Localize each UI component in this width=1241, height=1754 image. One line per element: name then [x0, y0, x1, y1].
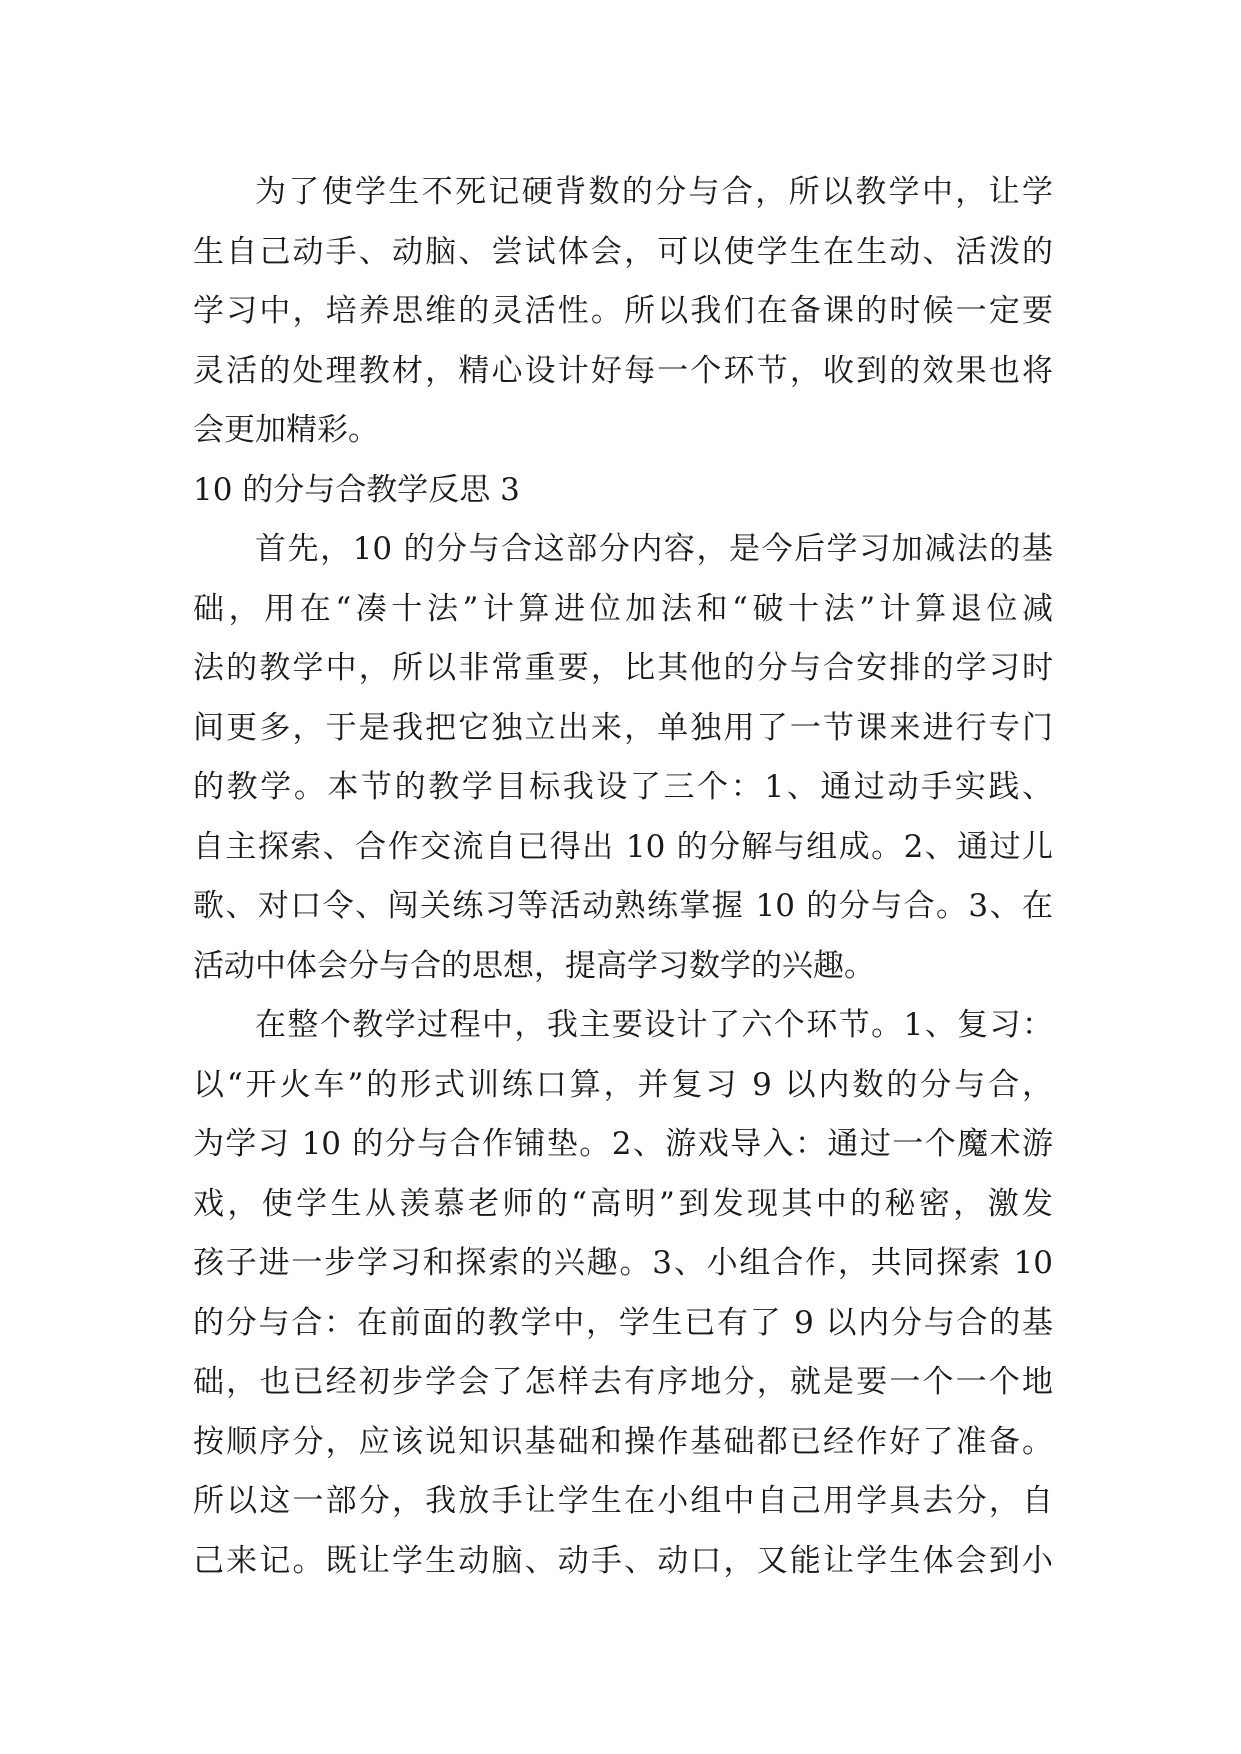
text-line: 为了使学生不死记硬背数的分与合，所以教学中，让学: [255, 174, 1053, 210]
section-heading: [193, 461, 1053, 521]
paragraph-1: [193, 163, 1053, 461]
text-line: 学习中，培养思维的灵活性。所以我们在备课的时候一定要: [193, 293, 1053, 329]
text-line: 以“开火车”的形式训练口算，并复习 9 以内数的分与合，: [193, 1066, 1053, 1103]
text-line: 在整个教学过程中，我主要设计了六个环节。1、复习：: [255, 1007, 1053, 1043]
paragraph-2: [193, 520, 1053, 996]
text-line: 戏，使学生从羡慕老师的“高明”到发现其中的秘密，激发: [193, 1185, 1053, 1222]
text-line: 础，用在“凑十法”计算进位加法和“破十法”计算退位减: [193, 590, 1053, 627]
text-line: 的分与合：在前面的教学中，学生已有了 9 以内分与合的基: [193, 1304, 1053, 1341]
paragraph-3: [193, 996, 1053, 1591]
text-line: 生自己动手、动脑、尝试体会，可以使学生在生动、活泼的: [193, 233, 1053, 270]
text-line: 会更加精彩。: [193, 412, 379, 448]
document-body: [193, 163, 1053, 1591]
text-line: 灵活的处理教材，精心设计好每一个环节，收到的效果也将: [193, 352, 1053, 389]
text-line: 间更多，于是我把它独立出来，单独用了一节课来进行专门: [193, 709, 1053, 746]
text-line: 活动中体会分与合的思想，提高学习数学的兴趣。: [193, 947, 875, 984]
text-line: 自主探索、合作交流自已得出 10 的分解与组成。2、通过儿: [193, 828, 1053, 865]
text-line: 为学习 10 的分与合作铺垫。2、游戏导入：通过一个魔术游: [193, 1126, 1053, 1162]
text-line: 所以这一部分，我放手让学生在小组中自己用学具去分，自: [193, 1483, 1053, 1519]
text-line: 孩子进一步学习和探索的兴趣。3、小组合作，共同探索 10: [193, 1245, 1053, 1281]
text-line: 己来记。既让学生动脑、动手、动口，又能让学生体会到小: [193, 1542, 1053, 1579]
text-line: 的教学。本节的教学目标我设了三个：1、通过动手实践、: [193, 769, 1053, 805]
text-line: 础，也已经初步学会了怎样去有序地分，就是要一个一个地: [193, 1364, 1053, 1400]
text-line: 首先，10 的分与合这部分内容，是今后学习加减法的基: [255, 531, 1053, 567]
text-line: 法的教学中，所以非常重要，比其他的分与合安排的学习时: [193, 650, 1053, 686]
text-line: 歌、对口令、闯关练习等活动熟练掌握 10 的分与合。3、在: [193, 888, 1053, 924]
heading-text: 10 的分与合教学反思 3: [193, 471, 520, 508]
text-line: 按顺序分，应该说知识基础和操作基础都已经作好了准备。: [193, 1423, 1053, 1460]
